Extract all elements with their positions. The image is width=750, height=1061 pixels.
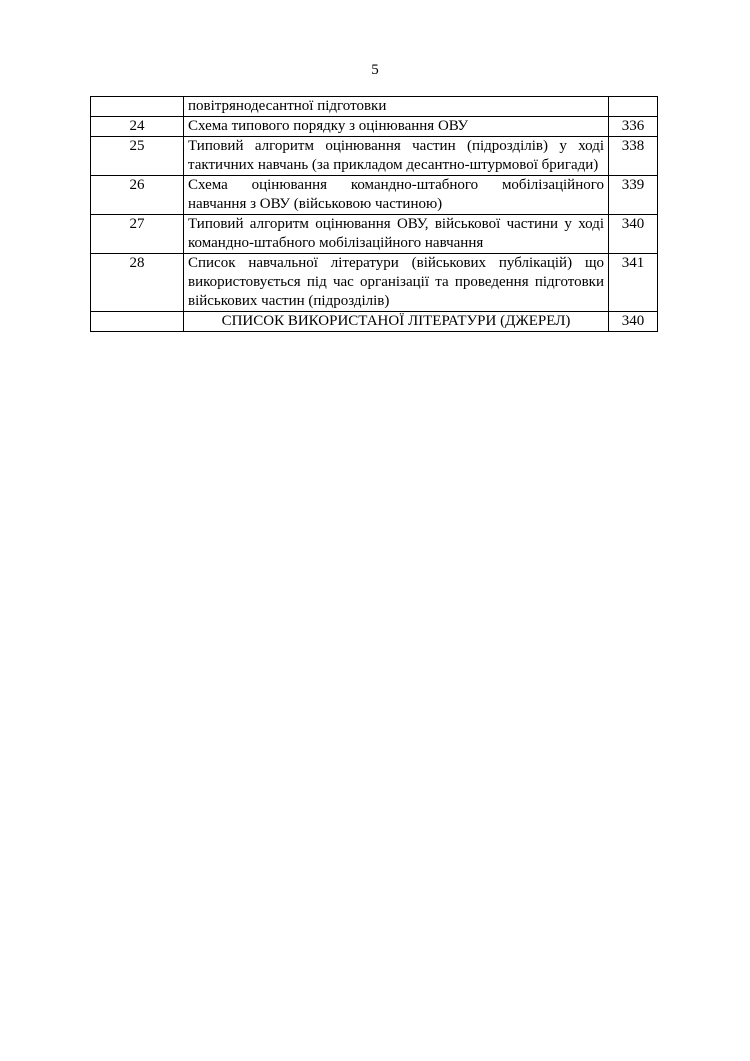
row-page: 336 [609,117,658,137]
table-of-contents [90,96,658,332]
row-number [91,312,184,332]
row-page: 339 [609,176,658,215]
table-row [91,176,658,215]
row-number: 24 [91,117,184,137]
page-number: 5 [371,62,379,78]
row-number: 28 [91,254,184,312]
row-page: 341 [609,254,658,312]
table-row [91,137,658,176]
row-title: повітрянодесантної підготовки [184,97,609,117]
row-page [609,97,658,117]
row-title: Типовий алгоритм оцінювання частин (підрозділів) у ході тактичних навчань (за прикладом десантно-штурмової бригади) [184,137,609,176]
table-row [91,254,658,312]
row-title: Типовий алгоритм оцінювання ОВУ, військової частини у ході командно-штабного мобілізаційного навчання [184,215,609,254]
row-number: 25 [91,137,184,176]
row-title: Схема оцінювання командно-штабного мобілізаційного навчання з ОВУ (військовою частиною) [184,176,609,215]
row-number: 27 [91,215,184,254]
table-row [91,312,658,332]
row-number: 26 [91,176,184,215]
row-page: 340 [609,312,658,332]
row-title: Список навчальної літератури (військових публікацій) що використовується під час організації та проведення підготовки військових частин (підрозділів) [184,254,609,312]
table-row [91,215,658,254]
row-page: 338 [609,137,658,176]
table-row [91,117,658,137]
row-number [91,97,184,117]
row-page: 340 [609,215,658,254]
row-title: Схема типового порядку з оцінювання ОВУ [184,117,609,137]
table-row [91,97,658,117]
row-title: СПИСОК ВИКОРИСТАНОЇ ЛІТЕРАТУРИ (ДЖЕРЕЛ) [184,312,609,332]
